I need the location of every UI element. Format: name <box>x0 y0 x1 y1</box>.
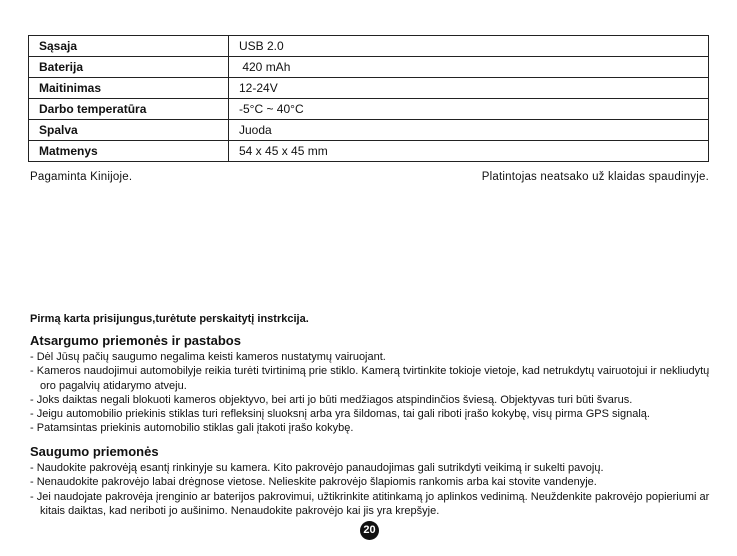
list-item: - Nenaudokite pakrovėjo labai drėgnose vietose. Nelieskite pakrovėjo šlapiomis rankomis arba kai stovite vandenyje. <box>30 475 710 489</box>
spec-value: 54 x 45 x 45 mm <box>229 141 709 162</box>
specifications-table <box>28 35 709 162</box>
precautions-list <box>30 350 710 436</box>
table-row <box>29 120 709 141</box>
table-row <box>29 36 709 57</box>
table-row <box>29 99 709 120</box>
list-item: - Jei naudojate pakrovėja įrenginio ar baterijos pakrovimui, užtikrinkite atitinkamą jo aplinkos vedinimą. Neuždenkite pakrovėjo popieriumi ar kitais daiktas, kad neriboti jo aušinimo. Nenaudokite pakrovėjo kai jis yra krepšyje. <box>30 490 710 519</box>
spec-key: Maitinimas <box>29 78 229 99</box>
list-item: - Naudokite pakrovėją esantį rinkinyje su kamera. Kito pakrovėjo panaudojimas gali sutrikdyti veikimą ir sukelti pavojų. <box>30 461 710 475</box>
list-item: - Patamsintas priekinis automobilio stiklas gali įtakoti įrašo kokybę. <box>30 421 710 435</box>
spec-value: 420 mAh <box>229 57 709 78</box>
spec-value: 12-24V <box>229 78 709 99</box>
safety-title: Saugumo priemonės <box>30 444 159 459</box>
table-row <box>29 78 709 99</box>
disclaimer-note: Platintojas neatsako už klaidas spaudinyje. <box>481 171 709 183</box>
spec-key: Matmenys <box>29 141 229 162</box>
first-read-notice: Pirmą karta prisijungus,turėtute perskaitytį instrkcija. <box>30 313 309 325</box>
list-item: - Joks daiktas negali blokuoti kameros objektyvo, bei arti jo būti medžiagos atspindinčios šviesą. Objektyvas turi būti švarus. <box>30 393 710 407</box>
list-item: - Jeigu automobilio priekinis stiklas turi refleksinį sluoksnį arba yra šildomas, tai gali riboti įrašo kokybę, visų pirma GPS signalą. <box>30 407 710 421</box>
table-row <box>29 57 709 78</box>
spec-key: Spalva <box>29 120 229 141</box>
list-item: - Dėl Jūsų pačių saugumo negalima keisti kameros nustatymų vairuojant. <box>30 350 710 364</box>
spec-value: Juoda <box>229 120 709 141</box>
precautions-title: Atsargumo priemonės ir pastabos <box>30 333 241 348</box>
spec-key: Darbo temperatūra <box>29 99 229 120</box>
spec-value: -5°C ~ 40°C <box>229 99 709 120</box>
page-number: 20 <box>360 521 379 540</box>
table-row <box>29 141 709 162</box>
list-item: - Kameros naudojimui automobilyje reikia turėti tvirtinimą prie stiklo. Kamerą tvirtinkite tokioje vietoje, kad netrukdytų vairuotojui ir nekliudytų oro pagalvių atidarymo atveju. <box>30 364 710 393</box>
spec-key: Baterija <box>29 57 229 78</box>
spec-key: Sąsaja <box>29 36 229 57</box>
made-in-note: Pagaminta Kinijoje. <box>30 171 133 183</box>
safety-list <box>30 461 710 518</box>
spec-value: USB 2.0 <box>229 36 709 57</box>
